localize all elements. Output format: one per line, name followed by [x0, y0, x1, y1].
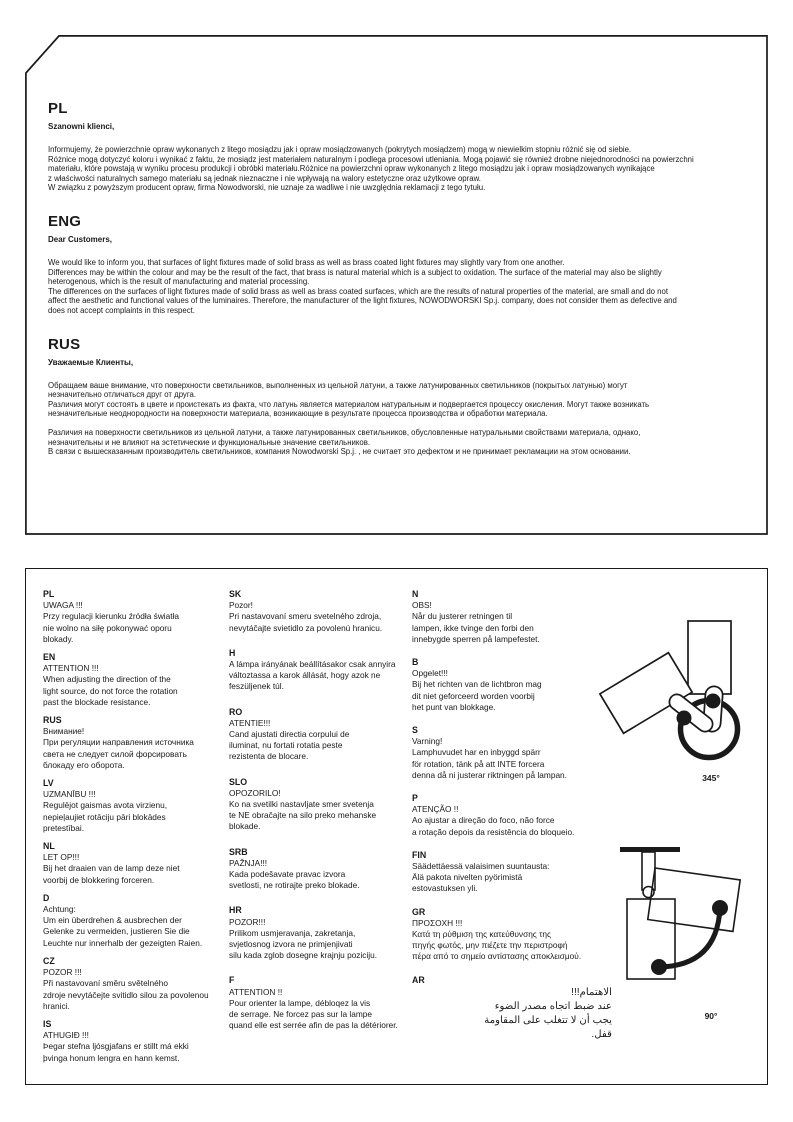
- notice-line: незначительные неоднородности на поверхности материала, возникающие в результате процесса производства и обработки материала.: [48, 409, 548, 419]
- warning-column-3: [412, 589, 612, 1054]
- warning-section-p: [412, 793, 612, 838]
- warning-line: OPOZORILO!: [229, 787, 281, 798]
- language-code: FIN: [412, 849, 427, 860]
- warning-line: Bij het draaien van de lamp deze niet: [43, 863, 180, 874]
- warning-section-en: [43, 652, 226, 708]
- warning-line: الاهتمام!!!: [571, 986, 612, 998]
- language-code: F: [229, 975, 235, 986]
- notice-line: We would like to inform you, that surfaces of light fixtures made of solid brass as well as brass coated light fixtures may slightly vary from one another.: [48, 257, 565, 267]
- warning-line: Þegar stefna ljósgjafans er stillt má ekki: [43, 1041, 189, 1052]
- warning-line: ATTENTION !!: [229, 986, 283, 997]
- warning-line: PAŽNJA!!!: [229, 857, 268, 868]
- warning-section-is: [43, 1019, 226, 1064]
- warning-section-d: [43, 893, 226, 949]
- language-code: AR: [412, 974, 425, 985]
- warning-line: változtassa a karok állását, hogy azok ne: [229, 670, 381, 681]
- language-code: H: [229, 647, 236, 658]
- warning-line: nie wolno na siłę pokonywać oporu: [43, 622, 172, 633]
- warning-line: pretestībai.: [43, 822, 85, 833]
- warning-line: rezistenta de blocare.: [229, 751, 309, 762]
- warning-line: Um ein überdrehen & ausbrechen der: [43, 915, 182, 926]
- warning-line: Cand ajustati directia corpului de: [229, 729, 350, 740]
- warning-line: πηγής φωτός, μην πιέζετε την περιστροφή: [412, 940, 568, 951]
- language-code: B: [412, 657, 419, 668]
- warning-line: Varning!: [412, 736, 443, 747]
- notice-line: affect the aesthetic and functional values of the luminaires. Therefore, the manufacturer of the light fixtures, NOWODWORSKI Sp.j. company, does not consider them as defective and: [48, 296, 677, 306]
- notice-line: Различия на поверхности светильников из цельной латуни, а также латунированных светильников, обусловленные натуральными свойствами материала, однако,: [48, 427, 641, 437]
- warning-section-ro: [229, 707, 412, 763]
- warning-line: Gelenke zu vermeiden, justieren Sie die: [43, 926, 190, 937]
- warning-line: UWAGA !!!: [43, 600, 83, 611]
- notice-section-eng: [48, 214, 754, 316]
- language-code: D: [43, 892, 50, 903]
- warning-line: Kada podešavate pravac izvora: [229, 869, 346, 880]
- notice-line: The differences on the surfaces of light fixtures made of solid brass as well as brass coated surfaces, which are the results of natural properties of the material, are small and do not: [48, 286, 669, 296]
- warning-section-cz: [43, 956, 226, 1012]
- salutation: Szanowni klienci,: [48, 122, 115, 131]
- warning-line: svjetlosnog izvora ne primjenjivati: [229, 939, 353, 950]
- warning-line: Pour orienter la lampe, débloqez la vis: [229, 997, 371, 1008]
- warning-line: Leuchte nur innerhalb der gezeigten Raien.: [43, 937, 203, 948]
- warning-line: lampen, ikke tvinge den forbi den: [412, 622, 534, 633]
- warning-line: قفل.: [591, 1028, 612, 1040]
- notice-section-rus: [48, 337, 754, 457]
- pivot-dot: [677, 711, 692, 726]
- warning-line: πέρα από το σημείο αντίστασης αποκλεισμού.: [412, 951, 582, 962]
- warning-line: a rotação depois da resistência do bloqueio.: [412, 826, 575, 837]
- warning-section-s: [412, 725, 612, 781]
- warning-line: A lámpa irányának beállításakor csak annyira: [229, 659, 396, 670]
- warning-line: света не следует силой форсировать: [43, 748, 187, 759]
- notice-line: Różnice mogą dotyczyć koloru i wynikać z faktu, że mosiądz jest materiałem naturalnym i podlega procesowi utleniania. Mogą pojawić się również drobne niejednorodności na powierzchni: [48, 154, 694, 164]
- warning-line: When adjusting the direction of the: [43, 674, 171, 685]
- warning-line: estovastuksen yli.: [412, 883, 478, 894]
- pivot-dot: [712, 900, 728, 916]
- warning-line: блокаду его оборота.: [43, 759, 125, 770]
- warning-line: denna då ni justerar riktningen på lampan.: [412, 769, 567, 780]
- notice-line: Differences may be within the colour and may be the result of the fact, that brass is natural material which is a subject to oxidation. The surface of the material may also be slightly: [48, 267, 662, 277]
- warning-line: iluminat, nu fortati rotatia peste: [229, 740, 343, 751]
- language-code: P: [412, 793, 418, 804]
- language-code: SK: [229, 589, 242, 599]
- language-code: GR: [412, 906, 426, 917]
- warning-section-nl: [43, 841, 226, 886]
- warning-line: OBS!: [412, 600, 432, 611]
- language-code: S: [412, 725, 418, 736]
- warning-line: ΠΡΟΣΟΧΗ !!!: [412, 917, 463, 928]
- notice-section-pl: [48, 101, 754, 193]
- salutation: Dear Customers,: [48, 234, 113, 244]
- language-heading: RUS: [48, 335, 81, 353]
- warning-line: för rotation, tänk på att INTE forcera: [412, 758, 545, 769]
- language-code: N: [412, 589, 419, 599]
- language-code: NL: [43, 841, 55, 852]
- notice-line: незначительны и не влияют на эстетические и функциональные значение светильников.: [48, 437, 371, 447]
- warning-line: При регуляции направления источника: [43, 737, 194, 748]
- warning-section-gr: [412, 907, 612, 963]
- warning-line: het punt van blokkage.: [412, 701, 496, 712]
- warning-line: blokade.: [229, 821, 261, 832]
- warning-line: þvinga honum lengra en hann kemst.: [43, 1052, 180, 1063]
- warning-line: de serrage. Ne forcez pas sur la lampe: [229, 1009, 372, 1020]
- warning-line: Bij het richten van de lichtbron mag: [412, 679, 542, 690]
- language-code: HR: [229, 905, 242, 916]
- warning-section-slo: [229, 777, 412, 833]
- warning-line: voorbij de blokkering forceren.: [43, 874, 155, 885]
- warning-line: يجب أن لا تتغلب على المقاومة: [484, 1014, 612, 1026]
- diagram-angle-label: 90°: [704, 1011, 718, 1021]
- warning-line: Achtung:: [43, 904, 76, 915]
- language-code: CZ: [43, 955, 55, 966]
- language-heading: ENG: [48, 212, 82, 230]
- warning-line: Når du justerer retningen til: [412, 611, 513, 622]
- notice-line: Informujemy, że powierzchnie opraw wykonanych z litego mosiądzu jak i opraw mosiądzowanych (pokrytych mosiądzem) mogą w niewielkim stopniu różnić się od siebie.: [48, 145, 632, 154]
- language-code: SRB: [229, 846, 248, 857]
- warning-line: LET OP!!!: [43, 852, 80, 863]
- warning-line: Regulējot gaismas avota virzienu,: [43, 800, 168, 811]
- warning-section-b: [412, 657, 612, 713]
- warning-line: zdroje nevytáčejte svitidlo silou za povolenou: [43, 989, 209, 1000]
- warning-line: Внимание!: [43, 726, 85, 737]
- warning-line: ATTENTION !!!: [43, 663, 99, 674]
- warning-section-ar: [412, 975, 612, 1042]
- warning-line: عند ضبط اتجاه مصدر الضوء: [494, 1000, 612, 1012]
- warning-line: te NE obračajte na silo preko mehanske: [229, 810, 377, 821]
- warning-line: light source, do not force the rotation: [43, 685, 178, 696]
- diagram-angle-label: 345°: [702, 773, 720, 783]
- warning-section-fin: [412, 850, 612, 895]
- warning-line: Při nastavovaní směru světelného: [43, 978, 168, 989]
- warning-line: quand elle est serrée afin de pas la détériorer.: [229, 1020, 398, 1031]
- warning-line: ATHUGIÐ !!!: [43, 1030, 89, 1041]
- warning-line: hranici.: [43, 1000, 70, 1011]
- warning-line: POZOR!!!: [229, 916, 266, 927]
- warning-line: Älä pakota nivelten pyörimistä: [412, 872, 523, 883]
- language-code: LV: [43, 778, 54, 789]
- warning-line: past the blockade resistance.: [43, 696, 151, 707]
- notice-paragraph: [48, 258, 754, 316]
- warning-section-f: [229, 975, 412, 1031]
- notice-line: Различия могут состоять в цвете и проистекать из факта, что латунь является материалом натуральным и подвергается процессу окисления. Могут также возникать: [48, 399, 650, 409]
- language-code: RUS: [43, 715, 62, 726]
- rotation-90-diagram: [589, 844, 769, 1014]
- warning-line: Ko na svetilki nastavljate smer svetenja: [229, 799, 374, 810]
- salutation: Уважаемые Клиенты,: [48, 357, 134, 367]
- warning-section-sk: [229, 589, 412, 634]
- notice-line: does not accept complaints in this respect.: [48, 305, 195, 315]
- warning-section-hr: [229, 905, 412, 961]
- warning-line: Lamphuvudet har en inbyggd spärr: [412, 747, 541, 758]
- brass-notice-panel: [25, 35, 768, 535]
- warning-line: nevytáčajte svietidlo za povolenú hranicu.: [229, 622, 383, 633]
- warning-line: ATENÇÃO !!: [412, 804, 459, 815]
- warning-line: Przy regulacji kierunku źródła światła: [43, 611, 180, 622]
- warning-section-h: [229, 648, 412, 693]
- language-code: PL: [43, 589, 55, 599]
- warning-line: nepieļaujiet rotāciju pāri blokādes: [43, 811, 166, 822]
- warning-section-rus: [43, 715, 226, 771]
- warning-line: ATENTIE!!!: [229, 717, 271, 728]
- language-code: RO: [229, 706, 243, 717]
- notice-line: heterogenous, which is the result of manufacturing and material processing.: [48, 277, 310, 287]
- notice-line: z właściwości naturalnych samego materiału są jednak nieznaczne i nie wpływają na walory estetyczne oraz użytkowe opraw.: [48, 173, 481, 183]
- notice-content: [48, 101, 754, 478]
- warning-line: blokady.: [43, 633, 74, 644]
- warning-section-lv: [43, 778, 226, 834]
- rotation-warning-panel: [25, 568, 768, 1085]
- warning-line: Säädettäessä valaisimen suuntausta:: [412, 861, 550, 872]
- language-heading: PL: [48, 100, 68, 117]
- warning-line: innebygde sperren på lampefestet.: [412, 633, 540, 644]
- pivot-dot: [706, 694, 721, 709]
- warning-section-n: [412, 589, 612, 645]
- warning-line: UZMANĪBU !!!: [43, 789, 96, 800]
- warning-line: Prilikom usmjeravanja, zakretanja,: [229, 927, 356, 938]
- notice-line: Обращаем ваше внимание, что поверхности светильников, выполненных из цельной латуни, а также латунированных светильников (покрытых латунью) могут: [48, 380, 628, 390]
- warning-line: POZOR !!!: [43, 967, 82, 978]
- warning-line: feszüljenek túl.: [229, 681, 284, 692]
- language-code: IS: [43, 1018, 52, 1029]
- warning-line: Κατά τη ρύθμιση της κατεύθυνσης της: [412, 929, 552, 940]
- pivot-dot: [651, 959, 667, 975]
- warning-line: Pozor!: [229, 600, 253, 611]
- notice-line: В связи с вышесказанным производитель светильников, компания Nowodworski Sp.j. , не считает это дефектом и не принимает рекламации на этом основании.: [48, 447, 631, 457]
- warning-section-pl: [43, 589, 226, 645]
- notice-paragraph: [48, 428, 754, 457]
- rotation-345-diagram: [591, 599, 769, 769]
- warning-line: silu kada zglob dosegne krajnju poziciju.: [229, 950, 378, 961]
- warning-line: Pri nastavovaní smeru svetelného zdroja,: [229, 611, 382, 622]
- notice-line: materiału, które powstają w wyniku procesu produkcji i obróbki materiału.Różnice na powierzchni opraw wykonanych z litego mosiądzu jak i opraw mosiądzowanych wynikające: [48, 164, 655, 174]
- notice-line: W związku z powyższym producent opraw, firma Nowodworski, nie uznaje za wadliwe i nie uwzględnia reklamacji z tego tytułu.: [48, 183, 486, 193]
- warning-line: Opgelet!!!: [412, 668, 448, 679]
- warning-section-srb: [229, 847, 412, 892]
- language-code: SLO: [229, 776, 248, 787]
- notice-paragraph: [48, 145, 754, 193]
- warning-column-1: [43, 589, 226, 1071]
- notice-line: незначительно отличаться друг от друга.: [48, 390, 197, 400]
- language-code: EN: [43, 652, 56, 663]
- notice-paragraph: [48, 381, 754, 419]
- warning-column-2: [229, 589, 412, 1046]
- warning-line: dit niet geforceerd worden voorbij: [412, 690, 535, 701]
- warning-line: Ao ajustar a direção do foco, não force: [412, 815, 555, 826]
- warning-line: svetlosti, ne rotirajte preko blokade.: [229, 880, 360, 891]
